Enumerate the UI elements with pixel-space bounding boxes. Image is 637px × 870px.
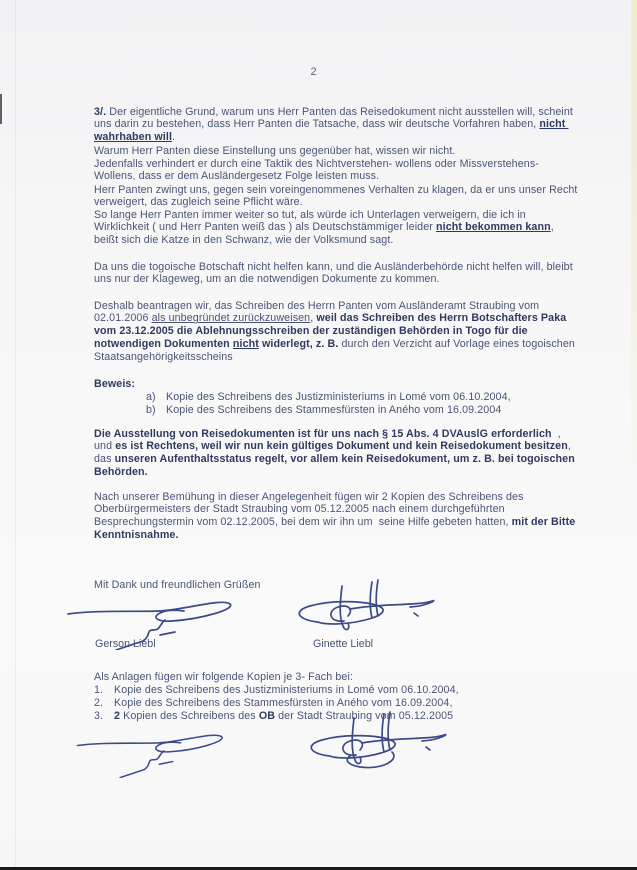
scan-fold-line — [15, 0, 16, 870]
text-run: a) — [146, 390, 156, 403]
text-run: nicht bekommen kann — [436, 221, 551, 234]
text-run: als unbegründet zurückzuweisen — [151, 312, 311, 325]
text-run: , das — [94, 440, 574, 466]
text-run: unseren Aufenthaltsstatus regelt, vor allem kein Reisedokument, um z. B. bei togoischen Behörden. — [94, 453, 578, 479]
text-run: , beißt sich die Katze in den Schwanz, wie der Volksmund sagt. — [94, 221, 557, 247]
paragraph-warum — [94, 145, 578, 158]
evidence-item-b — [146, 404, 576, 417]
attachment-item-1 — [94, 684, 578, 697]
text-run: b) — [146, 403, 156, 416]
text-run: . — [172, 131, 176, 144]
attachments-intro — [94, 671, 578, 684]
signature-ginette-liebl — [286, 578, 442, 640]
text-run: Der eigentliche Grund, warum uns Herr Panten das Reisedokument nicht ausstellen will, scheint uns darin zu bestehen, dass Herr Panten die Tatsache, dass wir deutsche Vorfahren haben, — [94, 105, 577, 131]
paragraph-zwingt — [94, 183, 581, 210]
text-run: 2 — [114, 709, 121, 722]
text-run: So lange Herr Panten immer weiter so tut, als würde ich Unterlagen verweigern, die ich in Wirklichkeit ( und Herr Panten weiß das ) als Deutschstämmiger leider — [94, 208, 529, 234]
scan-edge-left-mark — [0, 94, 2, 124]
paragraph-botschaft — [94, 261, 578, 287]
text-run: Kopie des Schreibens des Stammesfürsten in Aného vom 16.09.2004 — [166, 403, 502, 416]
text-run: 3/. — [94, 105, 107, 118]
text-run: Als Anlagen fügen wir folgende Kopien je 3- Fach bei: — [94, 670, 353, 683]
signer-name-gerson: Gerson Liebl — [95, 638, 156, 650]
text-run: Kopie des Schreibens des Justizministeriums in Lomé vom 06.10.2004, — [114, 683, 459, 696]
text-run: es ist Rechtens, weil wir nun kein gültiges Dokument und kein Reisedokument besitzen — [115, 440, 568, 453]
text-run: Da uns die togoische Botschaft nicht helfen kann, und die Ausländerbehörde nicht helfen will, bleibt uns nur der Klageweg, um an die notwendigen Dokumente zu kommen. — [94, 260, 576, 286]
text-run: der Stadt Straubing vom 05.12.2005 — [275, 709, 454, 722]
scan-edge-right-strip — [631, 0, 637, 505]
text-run: , und — [94, 427, 564, 453]
paragraph-antrag — [94, 300, 578, 364]
text-run: Mit Dank und freundlichen Grüßen — [94, 578, 261, 591]
signer-name-ginette: Ginette Liebl — [313, 638, 374, 650]
text-run: Herr Panten zwingt uns, gegen sein voreingenommenes Verhalten zu klagen, da er uns unser Recht verweigert, das zugleich seine Pflicht wäre. — [94, 183, 581, 209]
text-run: Jedenfalls verhindert er durch eine Taktik des Nichtverstehen- wollens oder Missverstehens-Wollens, dass er dem Ausländergesetz Folge leisten muss. — [94, 157, 539, 183]
paragraph-so-lange — [94, 209, 578, 247]
text-run: weil das Schreiben des Herrn Botschafters Paka vom 23.12.2005 die Ablehnungsschreiben der zuständigen Behörden in Togo für die notwendigen Dokumenten — [94, 312, 570, 351]
text-run: nicht wahrhaben will — [94, 118, 569, 144]
text-run: durch den Verzicht auf Vorlage eines togoischen Staatsangehörigkeitsscheins — [94, 338, 578, 363]
page-number: 2 — [310, 66, 317, 78]
text-run: Nach unserer Bemühung in dieser Angelegenheit fügen wir 2 Kopien des Schreibens des Oberbürgermeisters der Stadt Straubing vom 05.12.2005 nach einem durchgeführten Besprechungstermin vom 02.12.2005, bei dem wir ihn um seine Hilfe gebeten hatten, — [94, 490, 527, 529]
attachment-item-2 — [94, 697, 578, 710]
text-run: Kopie des Schreibens des Justizministeriums in Lomé vom 06.10.2004, — [166, 390, 511, 403]
evidence-item-a — [146, 391, 576, 404]
text-run: Beweis: — [94, 377, 136, 390]
label-beweis — [94, 378, 578, 391]
text-run: Kopien des Schreibens des — [120, 709, 259, 722]
text-run: , — [310, 312, 317, 325]
signature-ginette-liebl-2 — [298, 710, 454, 782]
text-run: nicht — [232, 338, 259, 351]
text-run: Die Ausstellung von Reisedokumenten ist für uns nach § 15 Abs. 4 DVAuslG erforderlich — [94, 427, 552, 440]
signature-gerson-liebl-2 — [74, 722, 234, 778]
text-run: mit der Bitte Kenntnisnahme. — [94, 516, 579, 542]
paragraph-jedenfalls — [94, 158, 578, 184]
paragraph-bemuehung — [94, 491, 578, 542]
text-run: Warum Herr Panten diese Einstellung uns gegenüber hat, wissen wir nicht. — [94, 144, 456, 157]
paragraph-reason-intro — [94, 106, 578, 144]
text-run: 1. — [94, 683, 104, 696]
text-run: 2. — [94, 696, 104, 709]
text-run: widerlegt, z. B. — [258, 338, 339, 351]
text-run: Deshalb beantragen wir, das Schreiben des Herrn Panten vom Ausländeramt Straubing vom 02.01.2006 — [94, 299, 543, 325]
text-run: 3. — [94, 709, 104, 722]
paragraph-ausstellung — [94, 428, 578, 479]
text-run: Kopie des Schreibens des Stammesfürsten in Aného vom 16.09.2004, — [114, 696, 453, 709]
text-run: OB — [258, 709, 276, 722]
